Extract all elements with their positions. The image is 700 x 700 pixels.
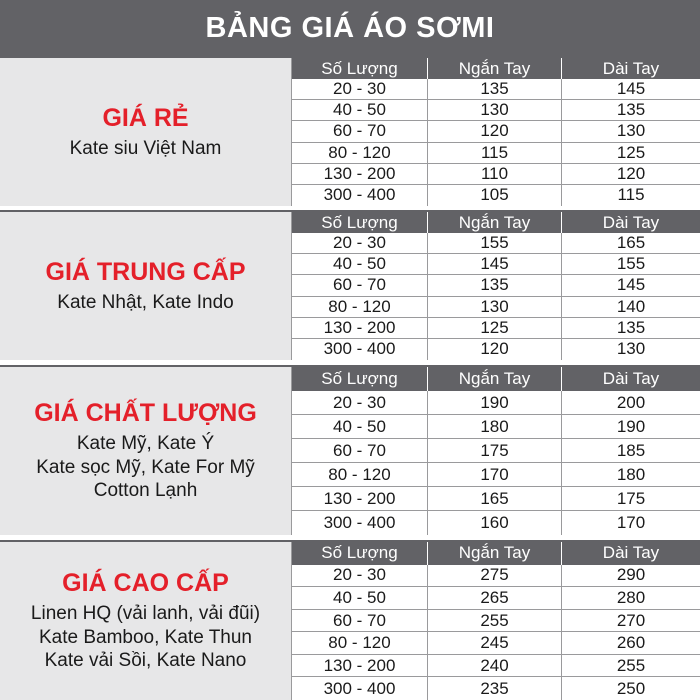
short-sleeve-price-cell: 130 bbox=[428, 100, 562, 121]
quantity-cell: 80 - 120 bbox=[292, 297, 428, 318]
long-sleeve-price-cell: 170 bbox=[616, 513, 646, 532]
short-sleeve-price-cell: 165 bbox=[428, 487, 562, 511]
header-quantity: Số Lượng bbox=[292, 367, 428, 391]
section-gia-chat-luong bbox=[0, 365, 700, 535]
short-sleeve-price-cell: 125 bbox=[428, 318, 562, 339]
short-sleeve-price-cell: 190 bbox=[428, 391, 562, 415]
quantity-cell: 80 - 120 bbox=[292, 632, 428, 655]
table-row bbox=[292, 275, 700, 296]
long-sleeve-price-cell: 145 bbox=[562, 79, 700, 100]
long-sleeve-price-cell: 280 bbox=[562, 587, 700, 610]
quantity-cell: 40 - 50 bbox=[292, 254, 428, 275]
table-row bbox=[292, 164, 700, 185]
header-long-sleeve: Dài Tay bbox=[562, 367, 700, 391]
table-row bbox=[292, 79, 700, 100]
table-header-row bbox=[292, 542, 700, 565]
tier-description: Kate Bamboo, Kate Thun bbox=[38, 626, 253, 648]
table-header-row bbox=[292, 367, 700, 391]
header-long-sleeve: Dài Tay bbox=[562, 542, 700, 565]
short-sleeve-price-cell: 115 bbox=[428, 143, 562, 164]
table-row bbox=[292, 415, 700, 439]
tier-description: Kate Mỹ, Kate Ý bbox=[76, 432, 215, 454]
short-sleeve-price-cell: 120 bbox=[428, 121, 562, 142]
long-sleeve-price-cell: 290 bbox=[562, 565, 700, 588]
table-row bbox=[292, 463, 700, 487]
short-sleeve-price-cell: 105 bbox=[428, 185, 562, 206]
long-sleeve-price-cell: 145 bbox=[562, 275, 700, 296]
quantity-cell: 20 - 30 bbox=[292, 565, 428, 588]
quantity-cell: 20 - 30 bbox=[292, 79, 428, 100]
long-sleeve-price-cell: 135 bbox=[562, 100, 700, 121]
tier-panel bbox=[0, 58, 292, 206]
section-gia-trung-cap bbox=[0, 210, 700, 360]
table-row bbox=[292, 511, 700, 535]
header-short-sleeve: Ngắn Tay bbox=[428, 367, 562, 391]
long-sleeve-price-cell: 125 bbox=[562, 143, 700, 164]
header-short-sleeve: Ngắn Tay bbox=[428, 212, 562, 233]
table-row bbox=[292, 565, 700, 588]
short-sleeve-price-cell: 240 bbox=[428, 655, 562, 678]
short-sleeve-price-cell: 170 bbox=[428, 463, 562, 487]
tier-name: GIÁ RẺ bbox=[102, 103, 189, 132]
tier-description: Cotton Lạnh bbox=[93, 480, 198, 502]
tier-panel bbox=[0, 542, 292, 700]
long-sleeve-price-cell: 190 bbox=[562, 415, 700, 439]
short-sleeve-price-cell: 120 bbox=[428, 339, 562, 360]
page-title: BẢNG GIÁ ÁO SƠMI bbox=[205, 11, 495, 44]
table-row bbox=[292, 439, 700, 463]
long-sleeve-price-cell: 180 bbox=[562, 463, 700, 487]
table-header-row bbox=[292, 212, 700, 233]
price-table bbox=[292, 212, 700, 360]
long-sleeve-price-cell: 130 bbox=[616, 339, 646, 359]
table-row bbox=[292, 318, 700, 339]
long-sleeve-price-cell: 175 bbox=[562, 487, 700, 511]
title-bar bbox=[0, 0, 700, 56]
long-sleeve-price-cell: 255 bbox=[562, 655, 700, 678]
long-sleeve-price-cell: 130 bbox=[562, 121, 700, 142]
short-sleeve-price-cell: 180 bbox=[428, 415, 562, 439]
table-row bbox=[292, 610, 700, 633]
quantity-cell: 130 - 200 bbox=[292, 318, 428, 339]
tier-description: Kate siu Việt Nam bbox=[69, 137, 222, 159]
long-sleeve-price-cell: 200 bbox=[562, 391, 700, 415]
quantity-cell: 300 - 400 bbox=[292, 185, 428, 206]
table-row bbox=[292, 677, 700, 700]
quantity-cell: 20 - 30 bbox=[292, 391, 428, 415]
tier-description: Kate sọc Mỹ, Kate For Mỹ bbox=[36, 456, 255, 478]
tier-name: GIÁ CHẤT LƯỢNG bbox=[34, 399, 257, 427]
quantity-cell: 60 - 70 bbox=[292, 121, 428, 142]
table-row bbox=[292, 632, 700, 655]
header-quantity: Số Lượng bbox=[292, 212, 428, 233]
table-row bbox=[292, 254, 700, 275]
short-sleeve-price-cell: 175 bbox=[428, 439, 562, 463]
long-sleeve-price-cell: 185 bbox=[562, 439, 700, 463]
long-sleeve-price-cell: 115 bbox=[617, 185, 645, 205]
tier-panel bbox=[0, 367, 292, 535]
tier-name: GIÁ TRUNG CẤP bbox=[45, 257, 246, 286]
table-row bbox=[292, 100, 700, 121]
long-sleeve-price-cell: 260 bbox=[562, 632, 700, 655]
table-row bbox=[292, 121, 700, 142]
short-sleeve-price-cell: 275 bbox=[428, 565, 562, 588]
header-quantity: Số Lượng bbox=[292, 542, 428, 565]
header-long-sleeve: Dài Tay bbox=[562, 58, 700, 79]
long-sleeve-price-cell: 270 bbox=[562, 610, 700, 633]
header-short-sleeve: Ngắn Tay bbox=[428, 58, 562, 79]
quantity-cell: 130 - 200 bbox=[292, 487, 428, 511]
short-sleeve-price-cell: 265 bbox=[428, 587, 562, 610]
price-table bbox=[292, 58, 700, 206]
table-row bbox=[292, 655, 700, 678]
long-sleeve-price-cell: 155 bbox=[562, 254, 700, 275]
short-sleeve-price-cell: 245 bbox=[428, 632, 562, 655]
quantity-cell: 40 - 50 bbox=[292, 100, 428, 121]
table-row bbox=[292, 587, 700, 610]
quantity-cell: 80 - 120 bbox=[292, 143, 428, 164]
table-row bbox=[292, 233, 700, 254]
table-row bbox=[292, 185, 700, 206]
long-sleeve-price-cell: 165 bbox=[562, 233, 700, 254]
short-sleeve-price-cell: 145 bbox=[428, 254, 562, 275]
short-sleeve-price-cell: 155 bbox=[428, 233, 562, 254]
tier-description: Linen HQ (vải lanh, vải đũi) bbox=[30, 602, 261, 624]
long-sleeve-price-cell: 120 bbox=[562, 164, 700, 185]
quantity-cell: 60 - 70 bbox=[292, 610, 428, 633]
table-row bbox=[292, 339, 700, 360]
quantity-cell: 80 - 120 bbox=[292, 463, 428, 487]
long-sleeve-price-cell: 250 bbox=[616, 678, 646, 698]
header-quantity: Số Lượng bbox=[292, 58, 428, 79]
quantity-cell: 60 - 70 bbox=[292, 439, 428, 463]
quantity-cell: 130 - 200 bbox=[292, 655, 428, 678]
table-header-row bbox=[292, 58, 700, 79]
table-row bbox=[292, 143, 700, 164]
header-short-sleeve: Ngắn Tay bbox=[428, 542, 562, 565]
quantity-cell: 40 - 50 bbox=[292, 587, 428, 610]
quantity-cell: 20 - 30 bbox=[292, 233, 428, 254]
header-long-sleeve: Dài Tay bbox=[562, 212, 700, 233]
quantity-cell: 300 - 400 bbox=[292, 511, 428, 535]
section-gia-cao-cap bbox=[0, 540, 700, 700]
tier-description: Kate vải Sồi, Kate Nano bbox=[44, 650, 247, 672]
price-table bbox=[292, 542, 700, 700]
quantity-cell: 300 - 400 bbox=[292, 677, 428, 700]
price-table bbox=[292, 367, 700, 535]
tier-panel bbox=[0, 212, 292, 360]
long-sleeve-price-cell: 140 bbox=[562, 297, 700, 318]
table-row bbox=[292, 487, 700, 511]
tier-name: GIÁ CAO CẤP bbox=[62, 569, 229, 597]
short-sleeve-price-cell: 110 bbox=[428, 164, 562, 185]
table-row bbox=[292, 391, 700, 415]
quantity-cell: 40 - 50 bbox=[292, 415, 428, 439]
quantity-cell: 60 - 70 bbox=[292, 275, 428, 296]
short-sleeve-price-cell: 135 bbox=[428, 275, 562, 296]
short-sleeve-price-cell: 135 bbox=[428, 79, 562, 100]
short-sleeve-price-cell: 130 bbox=[428, 297, 562, 318]
short-sleeve-price-cell: 255 bbox=[428, 610, 562, 633]
tier-description: Kate Nhật, Kate Indo bbox=[57, 291, 234, 313]
quantity-cell: 300 - 400 bbox=[292, 339, 428, 360]
short-sleeve-price-cell: 235 bbox=[428, 677, 562, 700]
short-sleeve-price-cell: 160 bbox=[428, 511, 562, 535]
section-gia-re bbox=[0, 56, 700, 206]
quantity-cell: 130 - 200 bbox=[292, 164, 428, 185]
long-sleeve-price-cell: 135 bbox=[562, 318, 700, 339]
table-row bbox=[292, 297, 700, 318]
